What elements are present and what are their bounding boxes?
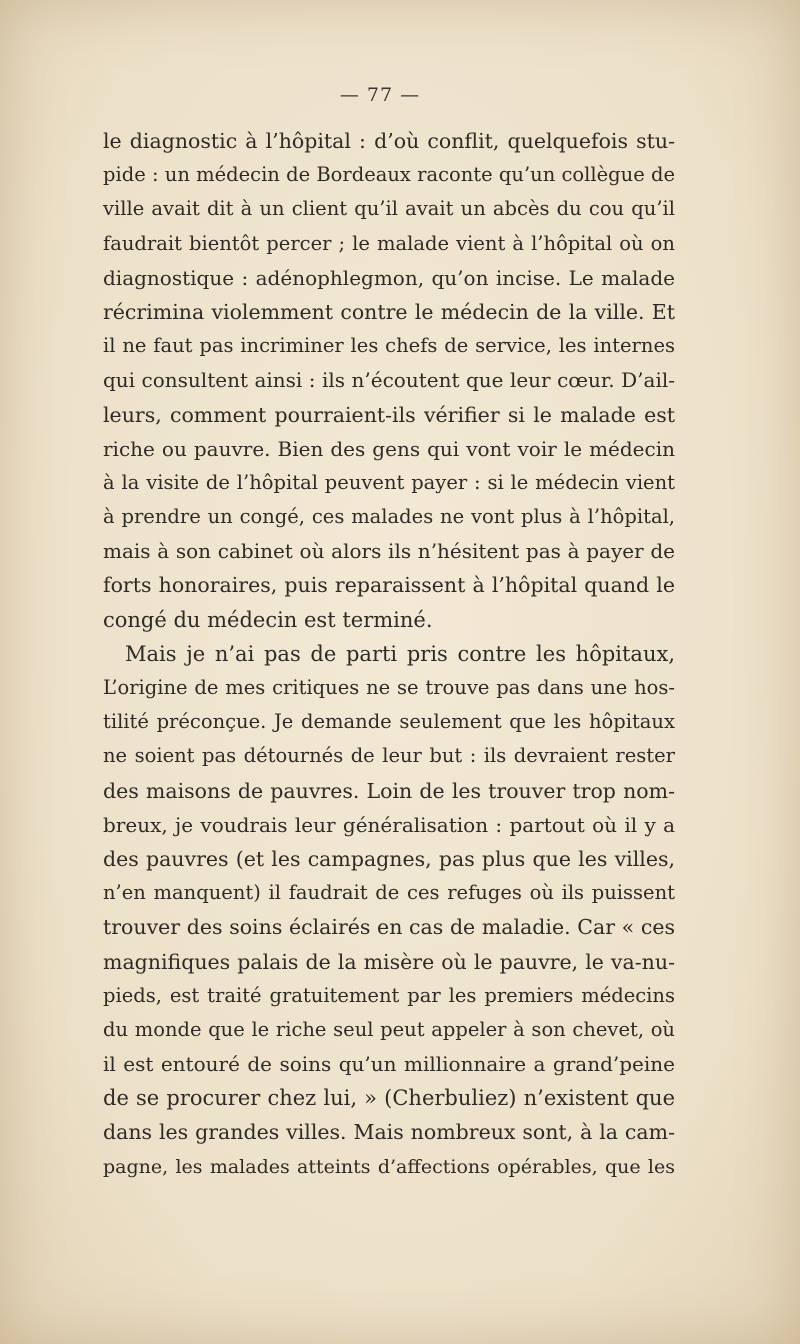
text-line: n’en manquent) il faudrait de ces refuges où ils puissent — [103, 881, 675, 905]
text-line: il est entouré de soins qu’un millionnaire a grand’peine — [103, 1052, 675, 1077]
text-line: ne soient pas détournés de leur but : ils devraient rester — [103, 744, 675, 768]
text-line: le diagnostic à l’hôpital : d’où conflit, quelquefois stu- — [103, 129, 675, 153]
text-line: à prendre un congé, ces malades ne vont plus à l’hôpital, — [103, 505, 675, 529]
text-line: diagnostique : adénophlegmon, qu’on incise. Le malade — [103, 265, 675, 290]
text-line-paragraph-start: Mais je n’ai pas de parti pris contre les hôpitaux, — [125, 641, 675, 666]
text-line: pagne, les malades atteints d’affections opérables, que les — [103, 1155, 675, 1178]
text-line: trouver des soins éclairés en cas de maladie. Car « ces — [103, 915, 675, 940]
text-line: leurs, comment pourraient-ils vérifier si le malade est — [103, 402, 675, 427]
text-line: pide : un médecin de Bordeaux raconte qu’un collègue de — [103, 163, 675, 187]
text-line: des pauvres (et les campagnes, pas plus que les villes, — [103, 846, 675, 871]
body-text — [103, 124, 675, 1184]
text-line: forts honoraires, puis reparaissent à l’hôpital quand le — [103, 573, 675, 598]
text-line: L’origine de mes critiques ne se trouve pas dans une hos- — [103, 676, 675, 699]
text-line: mais à son cabinet où alors ils n’hésitent pas à payer de — [103, 539, 675, 564]
text-line: riche ou pauvre. Bien des gens qui vont voir le médecin — [103, 436, 675, 461]
text-line: breux, je voudrais leur généralisation : partout où il y a — [103, 812, 675, 837]
text-line: tilité préconçue. Je demande seulement que les hôpitaux — [103, 710, 675, 734]
text-line: pieds, est traité gratuitement par les premiers médecins — [103, 983, 675, 1007]
text-line: faudrait bientôt percer ; le malade vient à l’hôpital où on — [103, 231, 675, 255]
text-line: ville avait dit à un client qu’il avait un abcès du cou qu’il — [103, 197, 675, 221]
text-line: dans les grandes villes. Mais nombreux sont, à la cam- — [103, 1120, 675, 1145]
page-number: — 77 — — [339, 84, 421, 106]
text-line: du monde que le riche seul peut appeler à son chevet, où — [103, 1017, 675, 1041]
text-line: des maisons de pauvres. Loin de les trouver trop nom- — [103, 778, 675, 803]
text-line: il ne faut pas incriminer les chefs de service, les internes — [103, 334, 675, 358]
text-line: récrimina violemment contre le médecin de la ville. Et — [103, 299, 675, 324]
text-line: magnifiques palais de la misère où le pauvre, le va-nu- — [103, 949, 675, 974]
text-line: à la visite de l’hôpital peuvent payer : si le médecin vient — [103, 470, 675, 494]
text-line: de se procurer chez lui, » (Cherbuliez) n’existent que — [103, 1086, 675, 1111]
text-line-paragraph-end: congé du médecin est terminé. — [103, 607, 433, 632]
text-line: qui consultent ainsi : ils n’écoutent que leur cœur. D’ail- — [103, 368, 675, 393]
